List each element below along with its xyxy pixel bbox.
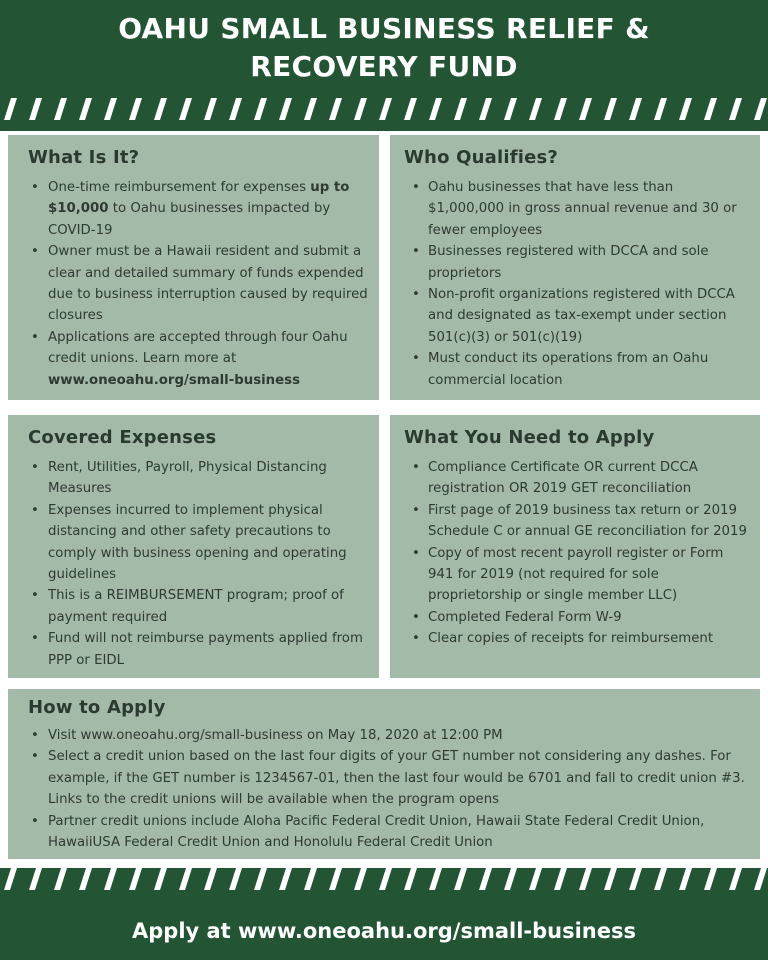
how-to-apply-panel bbox=[8, 689, 760, 859]
list-item: • Fund will not reimburse payments applied from PPP or EIDL bbox=[28, 628, 371, 671]
what-is-it-heading: What Is It? bbox=[28, 147, 140, 168]
list-item: • This is a REIMBURSEMENT program; proof of payment required bbox=[28, 585, 371, 628]
list-item: • Expenses incurred to implement physical distancing and other safety precautions to comply with business opening and operating guidelines bbox=[28, 500, 371, 586]
what-you-need-panel bbox=[390, 415, 760, 678]
title-line-2: RECOVERY FUND bbox=[250, 50, 518, 83]
list-item: • Applications are accepted through four Oahu credit unions. Learn more at www.oneoahu.org/small-business bbox=[28, 327, 369, 391]
footer-apply-text: Apply at www.oneoahu.org/small-business bbox=[132, 919, 636, 943]
list-item: • Businesses registered with DCCA and sole proprietors bbox=[404, 241, 750, 284]
website-link-text: www.oneoahu.org/small-business bbox=[48, 372, 300, 388]
list-item: • Compliance Certificate OR current DCCA registration OR 2019 GET reconciliation bbox=[404, 457, 752, 500]
what-you-need-heading: What You Need to Apply bbox=[404, 427, 655, 448]
how-to-apply-heading: How to Apply bbox=[28, 697, 166, 718]
who-qualifies-panel bbox=[390, 135, 760, 400]
list-item: • Non-profit organizations registered with DCCA and designated as tax-exempt under section 501(c)(3) or 501(c)(19) bbox=[404, 284, 750, 348]
list-item: • First page of 2019 business tax return or 2019 Schedule C or annual GE reconciliation for 2019 bbox=[404, 500, 752, 543]
covered-expenses-panel bbox=[8, 415, 379, 678]
title-line-1: OAHU SMALL BUSINESS RELIEF & bbox=[118, 12, 650, 45]
who-qualifies-heading: Who Qualifies? bbox=[404, 147, 559, 168]
list-item: • Must conduct its operations from an Oahu commercial location bbox=[404, 348, 750, 391]
list-item: • Partner credit unions include Aloha Pacific Federal Credit Union, Hawaii State Federal Credit Union, HawaiiUSA Federal Credit Union and Honolulu Federal Credit Union bbox=[28, 811, 750, 854]
list-item: • Clear copies of receipts for reimbursement bbox=[404, 628, 752, 649]
bottom-stripe-divider bbox=[0, 868, 768, 890]
list-item: • Oahu businesses that have less than $1,000,000 in gross annual revenue and 30 or fewer employees bbox=[404, 177, 750, 241]
what-is-it-panel bbox=[8, 135, 379, 400]
covered-expenses-heading: Covered Expenses bbox=[28, 427, 217, 448]
list-item: • Copy of most recent payroll register or Form 941 for 2019 (not required for sole proprietorship or single member LLC) bbox=[404, 543, 752, 607]
page-title bbox=[0, 10, 768, 86]
list-item: • Completed Federal Form W-9 bbox=[404, 607, 752, 628]
list-item: • Visit www.oneoahu.org/small-business on May 18, 2020 at 12:00 PM bbox=[28, 725, 750, 746]
list-item: • Owner must be a Hawaii resident and submit a clear and detailed summary of funds expended due to business interruption caused by required closures bbox=[28, 241, 369, 327]
list-item: • Select a credit union based on the last four digits of your GET number not considering any dashes. For example, if the GET number is 1234567-01, then the last four would be 6701 and fall to credit union #3. Links to the credit unions will be available when the program opens bbox=[28, 746, 750, 810]
top-stripe-divider bbox=[0, 98, 768, 120]
list-item: • One-time reimbursement for expenses up to $10,000 to Oahu businesses impacted by COVID-19 bbox=[28, 177, 369, 241]
list-item: • Rent, Utilities, Payroll, Physical Distancing Measures bbox=[28, 457, 371, 500]
